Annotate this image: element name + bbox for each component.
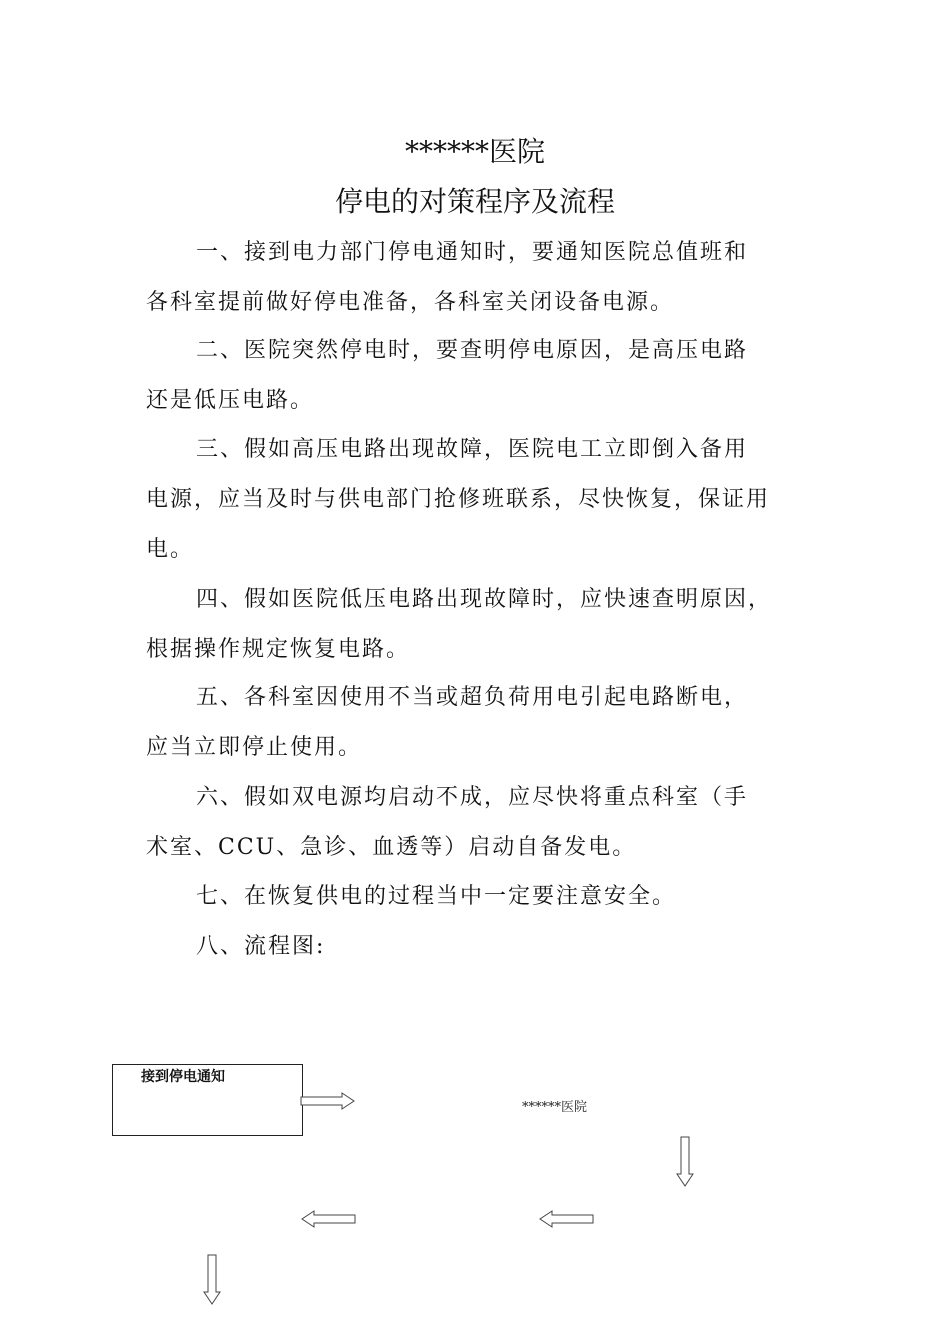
paragraph-2-line1: 二、医院突然停电时，要查明停电原因，是高压电路 — [196, 338, 749, 363]
left-arrow-icon — [538, 1210, 594, 1228]
paragraph-3 — [146, 425, 806, 575]
paragraph-3-line1: 三、假如高压电路出现故障，医院电工立即倒入备用 — [196, 437, 749, 462]
paragraph-1 — [146, 228, 806, 328]
paragraph-2 — [146, 326, 806, 426]
paragraph-1-line1: 一、接到电力部门停电通知时，要通知医院总值班和 — [196, 240, 749, 265]
paragraph-1-rest: 各科室提前做好停电准备，各科室关闭设备电源。 — [146, 290, 675, 315]
paragraph-4-rest: 根据操作规定恢复电路。 — [146, 637, 411, 662]
document-title: ******医院 — [404, 135, 545, 168]
paragraph-5 — [146, 673, 806, 773]
paragraph-4 — [146, 575, 806, 675]
paragraph-6 — [146, 773, 806, 873]
paragraph-6-line1: 六、假如双电源均启动不成，应尽快将重点科室（手 — [196, 785, 749, 810]
flowchart-box-label: 接到停电通知 — [141, 1069, 225, 1085]
paragraph-4-line1: 四、假如医院低压电路出现故障时，应快速查明原因， — [196, 587, 773, 612]
paragraph-5-rest: 应当立即停止使用。 — [146, 735, 363, 760]
document-subtitle: 停电的对策程序及流程 — [334, 185, 615, 218]
left-arrow-icon — [300, 1210, 356, 1228]
paragraph-6-rest: 术室、CCU、急诊、血透等）启动自备发电。 — [146, 835, 637, 860]
right-arrow-icon — [300, 1092, 356, 1110]
paragraph-7 — [146, 872, 806, 922]
down-arrow-icon — [203, 1254, 221, 1306]
paragraph-3-rest: 电源，应当及时与供电部门抢修班联系，尽快恢复，保证用电。 — [146, 487, 771, 562]
paragraph-8-line1: 八、流程图: — [196, 934, 326, 959]
down-arrow-icon — [676, 1136, 694, 1188]
paragraph-5-line1: 五、各科室因使用不当或超负荷用电引起电路断电， — [196, 685, 749, 710]
paragraph-7-line1: 七、在恢复供电的过程当中一定要注意安全。 — [196, 884, 677, 909]
flowchart-box — [112, 1064, 303, 1136]
paragraph-2-rest: 还是低压电路。 — [146, 388, 315, 413]
paragraph-8 — [146, 922, 806, 972]
flowchart-hospital-label: ******医院 — [522, 1100, 588, 1115]
